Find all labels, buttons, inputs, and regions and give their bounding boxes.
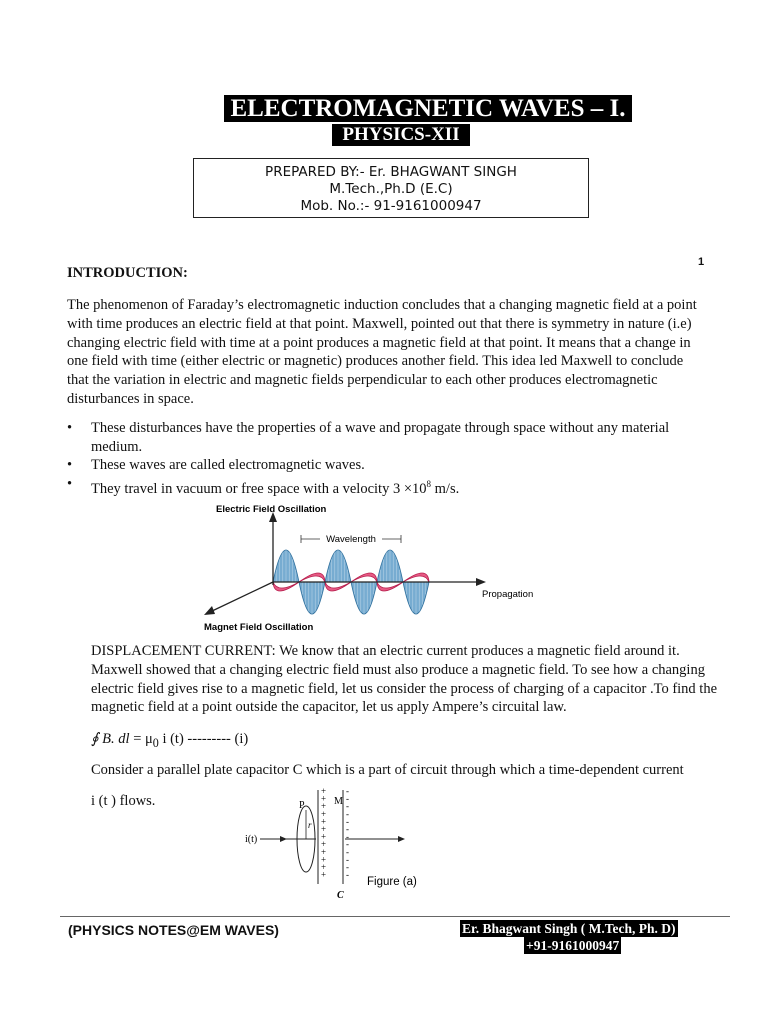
plus-sign: + xyxy=(321,786,327,796)
footer-divider xyxy=(60,916,730,917)
list-item xyxy=(67,475,707,498)
bullet-text: These waves are called electromagnetic waves. xyxy=(91,457,365,473)
plus-sign: + xyxy=(321,808,327,819)
magnetic-field-label: Magnet Field Oscillation xyxy=(204,622,314,633)
radius-label: r xyxy=(308,820,312,830)
minus-sign: - xyxy=(346,862,349,872)
plus-sign: + xyxy=(321,793,327,804)
flows-text: i (t ) flows. xyxy=(91,793,156,809)
footer-phone: +91-9161000947 xyxy=(526,938,620,953)
minus-sign: - xyxy=(346,793,349,804)
capacitor-diagram xyxy=(242,784,442,909)
displacement-current-paragraph: DISPLACEMENT CURRENT: We know that an electric current produces a magnetic field around it. Maxwell showed that a changing electric field must also produce a magnetic field. To see how a changing electric field gives rise to a magnetic field, let us consider the process of charging of a capacitor .To find the magnetic field at a point outside the capacitor, let us apply Ampere’s circuital law. xyxy=(91,643,718,716)
prepared-by: PREPARED BY:- Er. BHAGWANT SINGH xyxy=(265,164,517,180)
point-label: P xyxy=(299,800,305,811)
m-label: M xyxy=(334,796,343,807)
magnetic-lobe xyxy=(403,573,429,582)
negative-charges xyxy=(346,786,349,880)
list-item xyxy=(67,419,707,456)
plus-sign: + xyxy=(321,831,327,842)
author-mobile: Mob. No.:- 91-9161000947 xyxy=(300,198,482,214)
c-label: C xyxy=(337,890,344,901)
document-subtitle: PHYSICS-XII xyxy=(332,124,470,146)
magnetic-lobe xyxy=(325,582,351,591)
current-label: i(t) xyxy=(245,834,258,845)
footer-author: Er. Bhagwant Singh ( M.Tech, Ph. D) xyxy=(462,921,676,936)
plus-sign: + xyxy=(321,862,327,872)
introduction-heading: INTRODUCTION: xyxy=(67,265,188,281)
electric-field-label: Electric Field Oscillation xyxy=(216,504,327,515)
magnetic-lobe xyxy=(299,573,325,582)
figure-caption: Figure (a) xyxy=(367,876,417,888)
author-degree: M.Tech.,Ph.D (E.C) xyxy=(329,181,453,197)
minus-sign: - xyxy=(346,816,349,827)
author-box xyxy=(193,158,589,218)
minus-sign: - xyxy=(346,824,349,834)
bullet-text: These disturbances have the properties of a wave and propagate through space without any material medium. xyxy=(91,420,670,455)
bullet-list xyxy=(67,419,707,498)
minus-sign: - xyxy=(346,846,349,857)
plus-sign: + xyxy=(321,824,327,834)
bullet-icon: • xyxy=(67,457,73,473)
magnetic-axis-arrowhead xyxy=(204,606,215,615)
minus-sign: - xyxy=(346,854,349,865)
plus-sign: + xyxy=(321,801,327,812)
current-arrowhead xyxy=(280,836,287,842)
minus-sign: - xyxy=(346,831,349,842)
formula-subscript: 0 xyxy=(152,735,159,750)
plus-sign: + xyxy=(321,846,327,857)
minus-sign: - xyxy=(346,786,349,796)
minus-sign: - xyxy=(346,801,349,812)
document-title: ELECTROMAGNETIC WAVES – I. xyxy=(224,95,632,122)
formula-lhs: ∮ B. dl xyxy=(91,731,130,747)
plus-sign: + xyxy=(321,839,327,850)
ampere-law-formula xyxy=(91,731,248,751)
introduction-paragraph: The phenomenon of Faraday’s electromagnetic induction concludes that a changing magnetic field at a point with time produces an electric field at that point. Maxwell, pointed out that there is symmetry in nature (i.e) changing electric field with time at a point produces a magnetic field at that point. It means that a change in one field with time (either electric or magnetic) produces another field. This idea led Maxwell to conclude that the variation in electric and magnetic fields perpendicular to each other produces electromagnetic disturbances in space. xyxy=(67,297,697,407)
positive-charges xyxy=(321,786,326,880)
minus-sign: - xyxy=(346,839,349,850)
bullet-icon: • xyxy=(67,420,73,436)
plus-sign: + xyxy=(321,869,327,880)
magnetic-lobe xyxy=(377,582,403,591)
footer-notes-label: (PHYSICS NOTES@EM WAVES) xyxy=(68,922,279,938)
list-item xyxy=(67,456,707,475)
plus-sign: + xyxy=(321,854,327,865)
bullet-icon: • xyxy=(67,475,73,492)
em-wave-diagram xyxy=(198,500,558,638)
formula-rhs: i (t) --------- (i) xyxy=(158,731,249,747)
minus-sign: - xyxy=(346,808,349,819)
page-number: 1 xyxy=(698,256,705,268)
magnetic-axis xyxy=(210,582,273,612)
velocity-unit: m/s. xyxy=(431,480,460,497)
formula-mu: = μ xyxy=(129,731,153,747)
velocity-exponent: 8 xyxy=(426,478,432,489)
magnetic-lobe xyxy=(351,573,377,582)
magnetic-lobe xyxy=(273,582,299,591)
minus-sign: - xyxy=(346,869,349,880)
wire-right-arrowhead xyxy=(398,836,405,842)
propagation-arrowhead xyxy=(476,578,486,586)
plus-sign: + xyxy=(321,816,327,827)
bullet-text: They travel in vacuum or free space with a velocity 3 ×10 xyxy=(91,480,427,497)
consider-text: Consider a parallel plate capacitor C which is a part of circuit through which a time-dependent current xyxy=(91,762,684,778)
wavelength-label: Wavelength xyxy=(326,534,376,545)
propagation-label: Propagation xyxy=(482,589,534,600)
